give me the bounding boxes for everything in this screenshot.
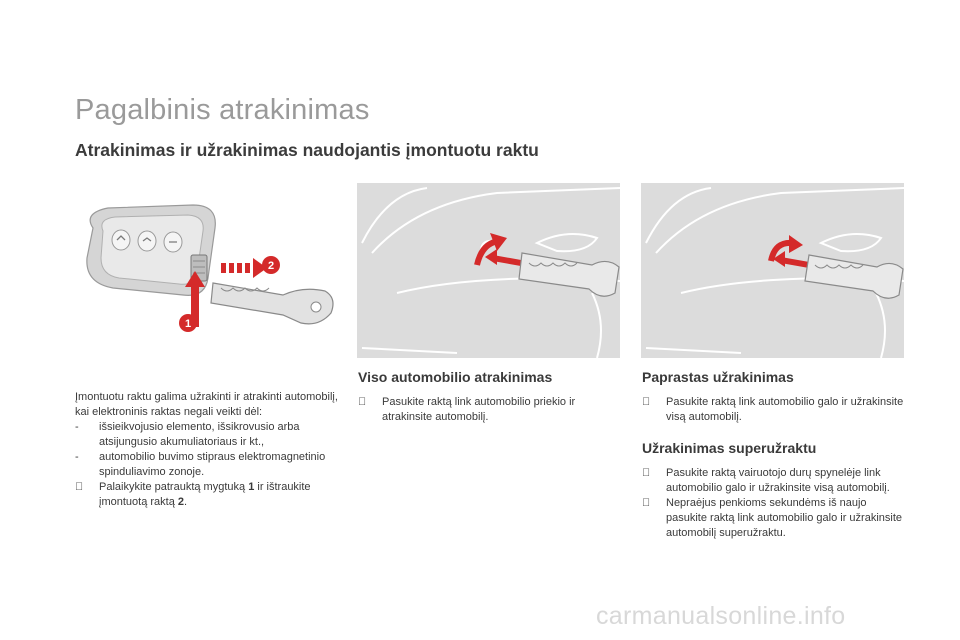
- watermark: carmanualsonline.info: [596, 602, 846, 630]
- intro-paragraph: Įmontuotu raktu galima užrakinti ir atrakinti automobilį, kai elektroninis raktas negali veikti dėl:: [75, 391, 338, 418]
- lock-item-text: Pasukite raktą link automobilio galo ir užrakinsite visą automobilį.: [666, 396, 904, 423]
- step-text-3: .: [184, 496, 188, 508]
- lock-heading: Paprastas užrakinimas: [642, 369, 794, 385]
- callout-1: [179, 314, 197, 332]
- unlock-heading: Viso automobilio atrakinimas: [358, 369, 553, 385]
- unlock-item-text: Pasukite raktą link automobilio priekio ir atrakinsite automobilį.: [382, 396, 576, 423]
- superlock-heading: Užrakinimas superužraktu: [642, 440, 817, 456]
- bullet-icon: [642, 496, 662, 511]
- intro-item-text: automobilio buvimo stipraus elektromagnetinio spinduliavimo zonoje.: [99, 451, 326, 478]
- intro-item-text: išsieikvojusio elemento, išsikrovusio arba atsijungusio akumuliatoriaus ir kt.,: [99, 421, 300, 448]
- dash-marker: -: [75, 421, 79, 433]
- door-lock-illustration: [641, 183, 904, 358]
- superlock-item-text: Nepraėjus penkioms sekundėms iš naujo pasukite raktą link automobilio galo ir užrakinsite automobilį superužraktu.: [666, 497, 903, 539]
- unlock-section: [358, 370, 616, 425]
- dash-marker: -: [75, 451, 79, 463]
- intro-item: [75, 420, 345, 450]
- superlock-item-text: Pasukite raktą vairuotojo durų spynelėje link automobilio galo ir užrakinsite visą automobilį.: [666, 467, 890, 494]
- bullet-icon: [642, 466, 662, 481]
- callout-2: [262, 256, 280, 274]
- intro-step: [75, 480, 345, 510]
- bullet-icon: [75, 480, 95, 495]
- lock-item: [642, 395, 904, 425]
- step-text-1: Palaikykite patrauktą mygtuką: [99, 481, 249, 493]
- lock-section: [642, 370, 904, 541]
- step-text-2: ir ištraukite įmontuotą raktą: [99, 481, 311, 508]
- bullet-icon: [358, 395, 378, 410]
- door-unlock-illustration: [357, 183, 620, 358]
- step-ref-1: 1: [248, 481, 255, 493]
- section-subtitle: Atrakinimas ir užrakinimas naudojantis įmontuotu raktu: [75, 140, 539, 160]
- page-title: Pagalbinis atrakinimas: [75, 94, 370, 126]
- key-fob-illustration: [73, 183, 345, 358]
- svg-text:1: 1: [184, 318, 192, 330]
- intro-item: [75, 450, 345, 480]
- unlock-item: [358, 395, 616, 425]
- svg-text:2: 2: [267, 260, 275, 272]
- superlock-item: [642, 496, 904, 541]
- superlock-item: [642, 466, 904, 496]
- step-ref-2: 2: [177, 496, 184, 508]
- bullet-icon: [642, 395, 662, 410]
- intro-text: [75, 390, 345, 510]
